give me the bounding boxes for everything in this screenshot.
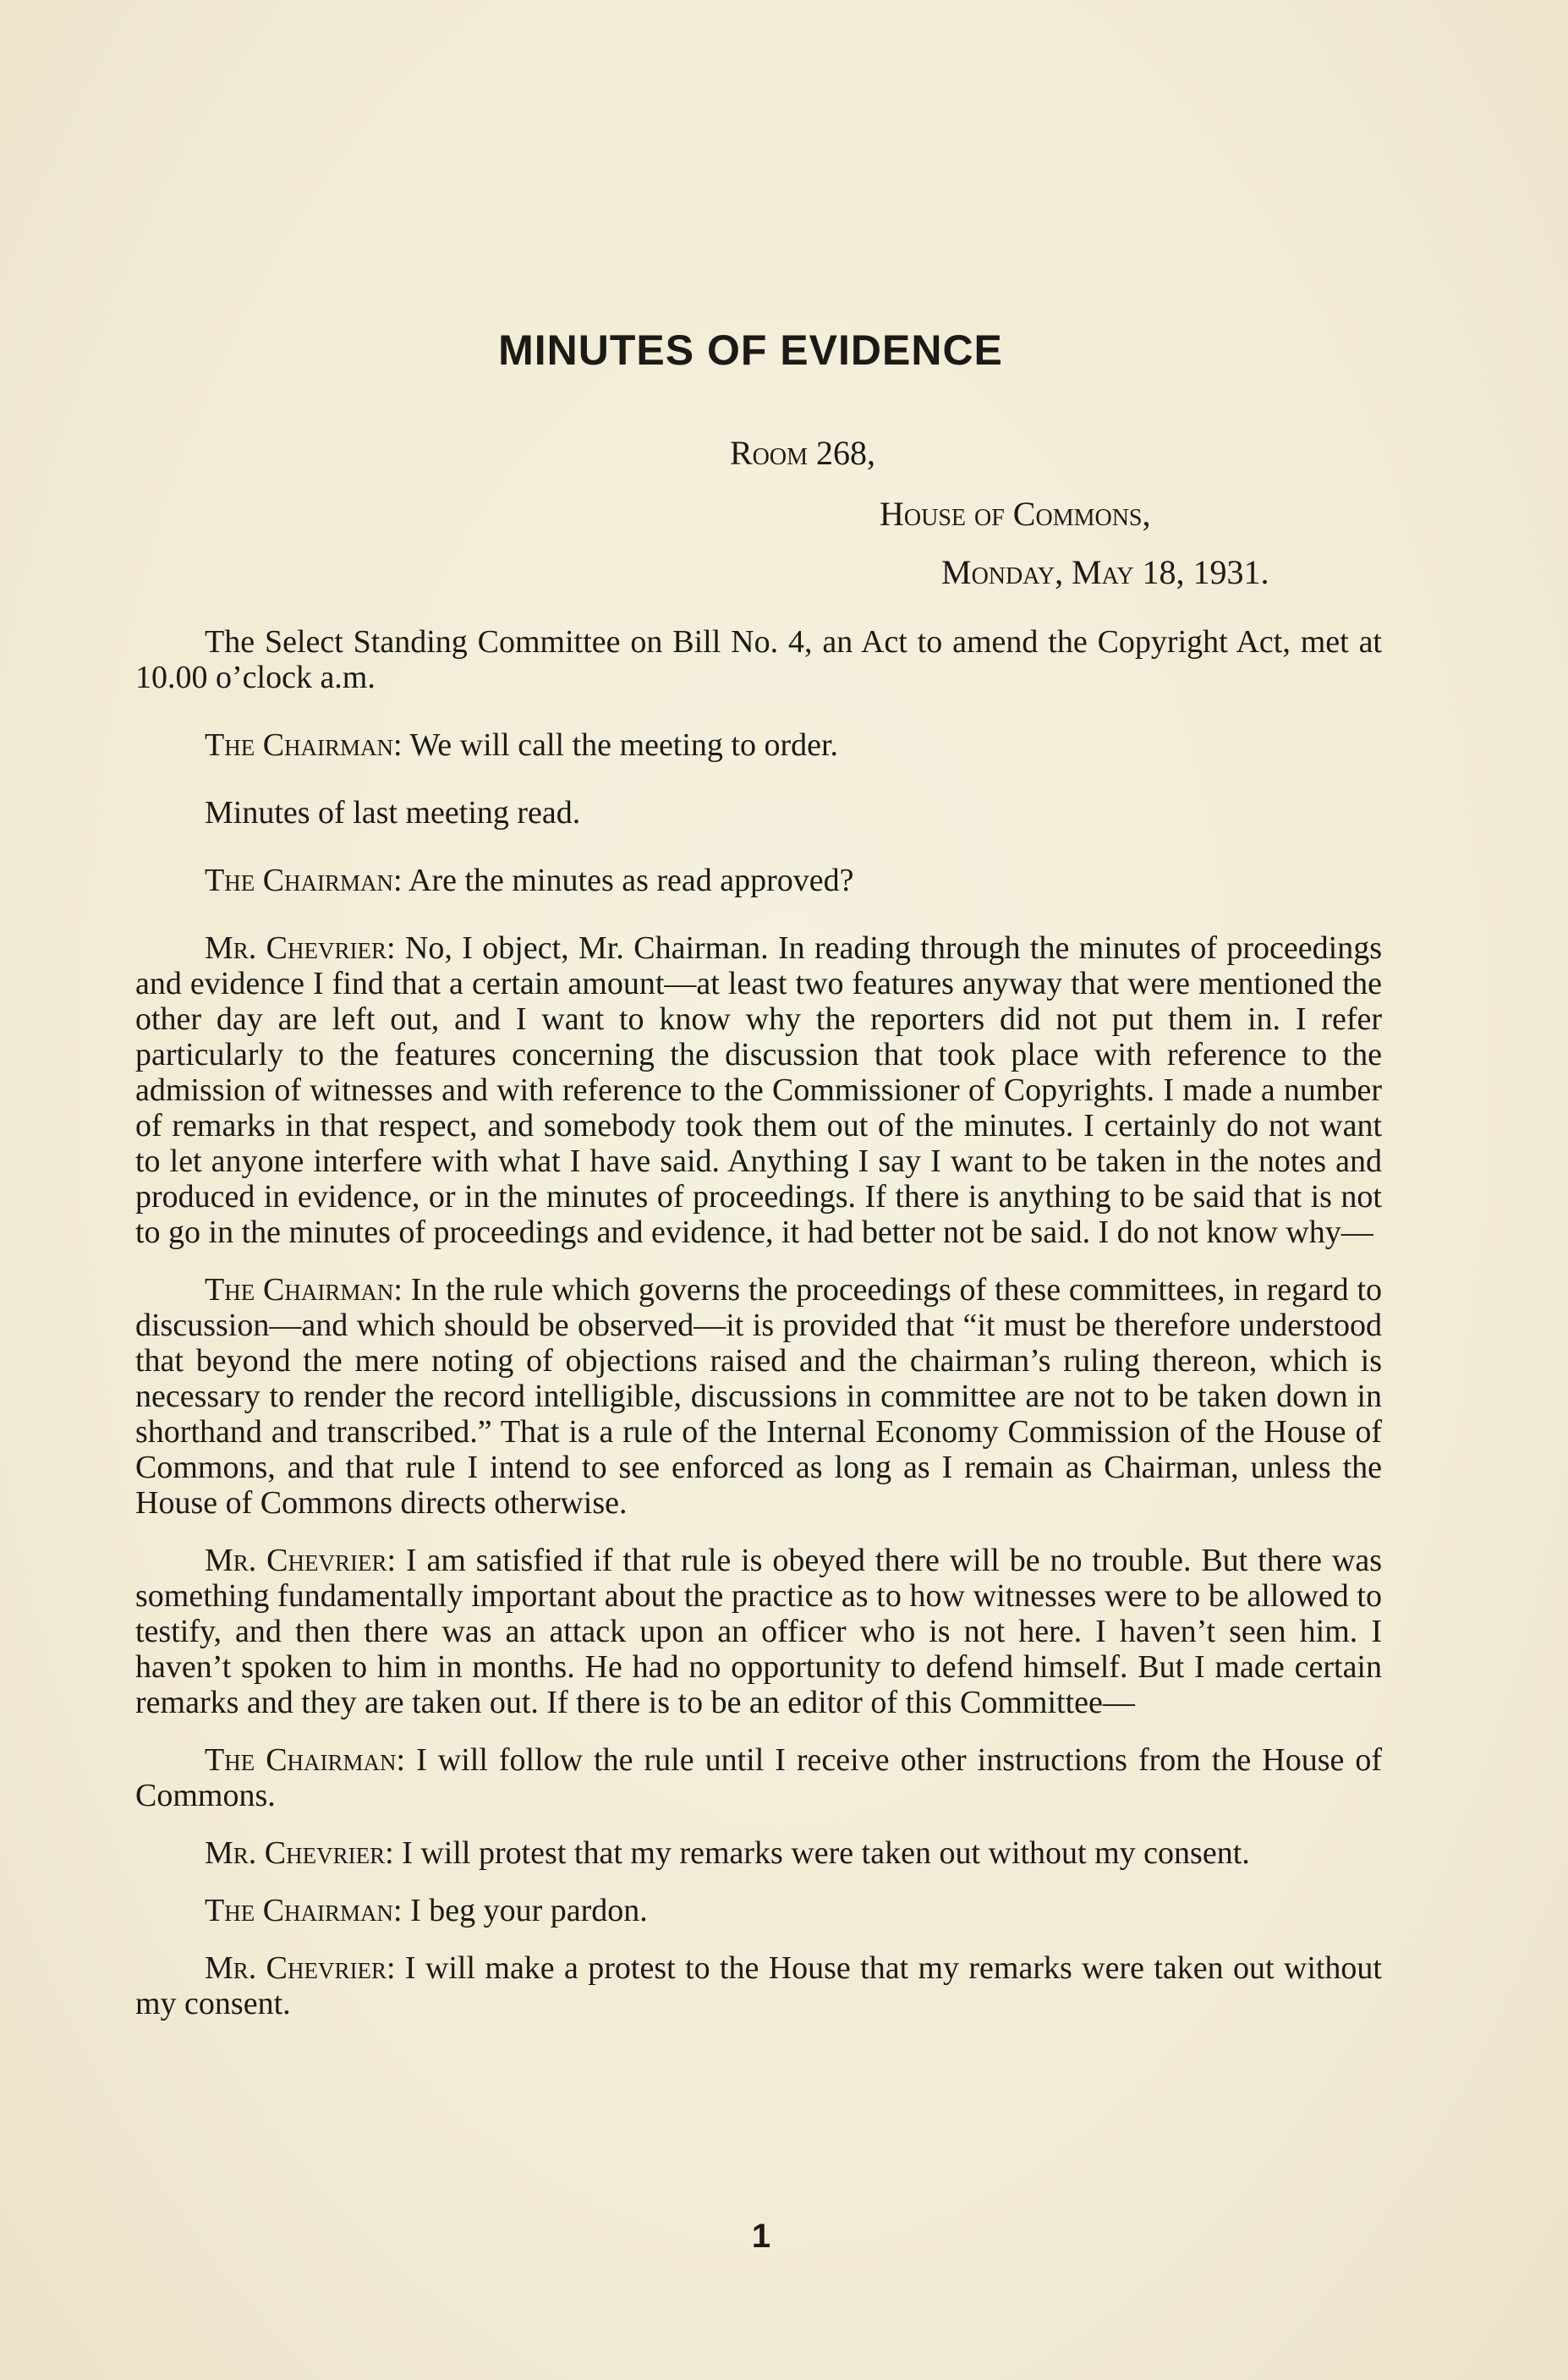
speaker-name: Mr. Chevrier: bbox=[205, 930, 396, 966]
paragraph-text: The Select Standing Committee on Bill No. 4, an Act to amend the Copyright Act, met at 10.00 o’clock a.m. bbox=[135, 624, 1382, 695]
paragraph bbox=[135, 1950, 1382, 2021]
paragraph-text: I will protest that my remarks were taken out without my consent. bbox=[402, 1835, 1250, 1871]
paragraph-text: I will make a protest to the House that my remarks were taken out without my consent. bbox=[135, 1950, 1382, 2021]
page-number: 1 bbox=[751, 2218, 771, 2255]
paragraph bbox=[135, 624, 1382, 695]
address-house: House of Commons, bbox=[880, 495, 1151, 533]
speaker-name: Mr. Chevrier: bbox=[205, 1543, 397, 1578]
speaker-name: Mr. Chevrier: bbox=[205, 1835, 394, 1871]
paragraph bbox=[135, 1893, 1382, 1928]
speaker-name: The Chairman: bbox=[205, 727, 403, 763]
paragraph bbox=[135, 863, 1382, 898]
paragraph bbox=[135, 1543, 1382, 1720]
paragraph bbox=[135, 795, 1382, 831]
paragraph-text: I am satisfied if that rule is obeyed there will be no trouble. But there was something fundamentally important about the practice as to how witnesses were to be allowed to testify, and then there was an attack upon an officer who is not here. I haven’t seen him. I haven’t spoken to him in months. He had no opportunity to defend himself. But I made certain remarks and they are taken out. If there is to be an editor of this Committee— bbox=[135, 1543, 1382, 1720]
paragraph bbox=[135, 1272, 1382, 1521]
page-title: MINUTES OF EVIDENCE bbox=[498, 326, 1003, 374]
paragraph-text: Minutes of last meeting read. bbox=[205, 795, 581, 831]
speaker-name: The Chairman: bbox=[205, 1742, 406, 1778]
address-room: Room 268, bbox=[730, 434, 876, 472]
paragraph-text: We will call the meeting to order. bbox=[409, 727, 839, 763]
speaker-name: The Chairman: bbox=[205, 863, 403, 898]
paragraph bbox=[135, 1835, 1382, 1871]
paragraph-text: In the rule which governs the proceedings of these committees, in regard to discussion—and which should be observed—it is provided that “it must be therefore understood that beyond the mere noting of objections raised and the chairman’s ruling thereon, which is necessary to render the record intelligible, discussions in committee are not to be taken down in shorthand and transcribed.” That is a rule of the Internal Economy Commission of the House of Commons, and that rule I intend to see enforced as long as I remain as Chairman, unless the House of Commons directs otherwise. bbox=[135, 1272, 1383, 1521]
paragraph-text: Are the minutes as read approved? bbox=[408, 863, 854, 898]
paragraph bbox=[135, 1742, 1382, 1813]
paragraph bbox=[135, 727, 1382, 763]
address-date: Monday, May 18, 1931. bbox=[941, 553, 1269, 591]
speaker-name: Mr. Chevrier: bbox=[205, 1950, 396, 1986]
paragraph-text: I beg your pardon. bbox=[410, 1893, 648, 1928]
paragraph-text: I will follow the rule until I receive other instructions from the House of Commons. bbox=[135, 1742, 1383, 1813]
speaker-name: The Chairman: bbox=[205, 1893, 403, 1928]
paragraph bbox=[135, 930, 1382, 1250]
paragraph-text: No, I object, Mr. Chairman. In reading through the minutes of proceedings and evidence I find that a certain amount—at least two features anyway that were mentioned the other day are left out, and I want to know why the reporters did not put them in. I refer particularly to the features concerning the discussion that took place with reference to the admission of witnesses and with reference to the Commissioner of Copyrights. I made a number of remarks in that respect, and somebody took them out of the minutes. I certainly do not want to let anyone interfere with what I have said. Anything I say I want to be taken in the notes and produced in evidence, or in the minutes of proceedings. If there is anything to be said that is not to go in the minutes of proceedings and evidence, it had better not be said. I do not know why— bbox=[135, 930, 1383, 1250]
minutes-body bbox=[135, 624, 1382, 2043]
speaker-name: The Chairman: bbox=[205, 1272, 403, 1308]
